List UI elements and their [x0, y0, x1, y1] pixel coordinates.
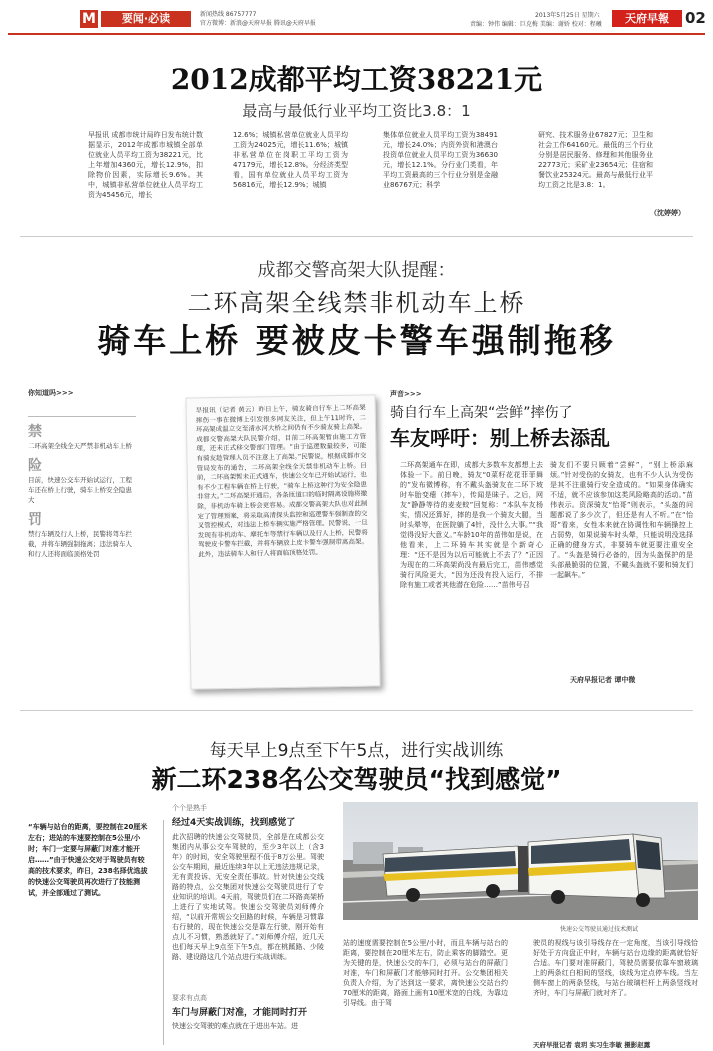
report-body: 早报讯（记者 黄云）昨日上午，骑友骑自行车上二环高架摔伤一事在微博上引发很多网友关注，但上午11时许，二环高架成温立交至清水河大桥之间仍有不少骑友骑上高架。成都交警高架大队民警介绍，目前二环高架暂由施工方管理，还未正式移交警部门管理。“由于巡逻数量较多，可能有骑友趁管理人员不注意上了高架。”民警说，根据成都市交管局发布的通告，二环高架全线全天禁非机动车上桥。目前，二环高架暂未正式通车，快速公交车已开始试运行，也有不少工程车辆在桥上行驶，“骑车上桥这种行为安全隐患非常大。”二环高架开通后，各条匝道口的临时隔离设施将撤除，非机动车骑上桥会更容易。成都交警高架大队也对此制定了管理预案，将采取高清探头监控和巡逻警车强制查的交叉管控模式，对违法上桥车辆实施严格管理。民警说，一旦发现有非机动车、摩托车等禁行车辆以及行人上桥，民警将驾驶皮卡警车拦截，并将车辆放上皮卡警车强制带离高架。此外，违法骑车人和行人将面临顶格处罚。: [195, 403, 369, 559]
official-weibo: 官方微博：新浪@天府早报 腾讯@天府早报: [200, 20, 316, 27]
divider: [20, 710, 693, 711]
editor-credits: 责编：钟伟 编辑：巨克梅 美编：谢娇 校对：程曦: [470, 21, 602, 28]
story1-byline: （沈婷婷）: [650, 209, 685, 217]
story2-kicker: 成都交警高架大队提醒：: [257, 260, 456, 281]
story1-column-1: 早报讯 成都市统计局昨日发布统计数据显示，2012年成都市城镇全部单位就业人员平均工资为38221元，比上年增加4360元，增长12.9%，扣除物价因素，实际增长9.6%。其中，城镇非私营单位就业人员平均工资为45456元，增长: [88, 131, 203, 199]
rule-ban-glyph: 禁: [28, 424, 42, 440]
section-label-1: 个个是熟手: [172, 804, 207, 812]
voices-byline: 天府早报记者 谭中微: [570, 676, 636, 684]
story1-column-3: 集体单位就业人员平均工资为38491元，增长24.0%；内资外资和港澳台投资单位就业人员平均工资为36630元，增长12.1%。分行业门类看，年平均工资最高的三个行业分别是金融业86767元；科学: [383, 131, 498, 189]
section-body-1: 此次招聘的快速公交驾驶员，全部是在成都公交集团内从事公交车驾驶的，至少3年以上（含3年）的时间，安全驾驶里程不低于8万公里。驾驶公交车期间，最近连续3年以上无违法违规记录，无有责投诉、无安全责任事故。针对快速公交线路的特点，公交集团对快速公交驾驶员进行了专业知识的培训。4天前，驾驶员们在二环路高架桥上进行了实地试驾。快速公交驾驶员刘师傅介绍，“以前开常规公交回路的时候，车辆是习惯靠右行驶的，现在快速公交是靠左行驶，刚开始有点儿不习惯，熟悉就好了。”刘师傅介绍，近几天也们每天早上9点至下午5点，都在桃蹊路、少陵路、建设路这几个站点进行实战训练。: [172, 833, 324, 961]
photo-caption: 快速公交驾驶员通过技术测试: [560, 926, 639, 933]
rule-danger-glyph: 险: [28, 458, 42, 474]
voices-headline-2: 车友呼吁：别上桥去添乱: [390, 426, 610, 450]
section-body-2: 快速公交驾驶的难点就在于进出车站。进: [172, 1022, 298, 1030]
brand-logo: 天府早報: [612, 10, 682, 27]
story3-byline: 天府早报记者 袁玥 实习生李敏 摄影赵露: [533, 1041, 651, 1049]
story3-column-2: 驶员的视线与该引导线存在一定角度，当该引导线恰好处于方向盘正中时，车辆与站台边缘的距离就恰好合适。车门要对准屏蔽门，驾驶员需要依靠车窗玻璃上的两条红白相间的竖线，该线为定点停车线。当左侧车窗上的两条竖线，与站台玻璃栏杆上两条竖线对齐时，车门与屏蔽门就对齐了。: [533, 939, 698, 997]
page-number: 02: [685, 9, 706, 27]
bus-photo: [343, 802, 698, 920]
story2-headline-1: 二环高架全线禁非机动车上桥: [187, 289, 526, 317]
story1-subheadline: 最高与最低行业平均工资比3.8：1: [242, 102, 471, 120]
report-paper-card: [185, 394, 380, 689]
voices-headline-1: 骑自行车上高架“尝鲜”摔伤了: [390, 405, 573, 421]
section-heading-1: 经过4天实战训练，找到感觉了: [172, 818, 296, 828]
rule-danger-text: 目前，快速公交车开始试运行，工程车还在桥上行驶，骑车上桥安全隐患大: [28, 476, 132, 504]
story3-headline-1: 每天早上9点至下午5点，进行实战训练: [209, 741, 504, 761]
rule-penalty-text: 禁行车辆及行人上桥，民警将驾车拦截，并将车辆强制拖离；违法骑车人和行人还将面临顶格处罚: [28, 530, 132, 558]
issue-date: 2013年5月25日 星期六: [535, 12, 600, 19]
story1-headline: 2012成都平均工资38221元: [170, 63, 543, 96]
divider: [20, 236, 693, 237]
story3-headline-2: 新二环238名公交驾驶员“找到感觉”: [151, 765, 562, 794]
section-heading-2: 车门与屏蔽门对准，才能同时打开: [172, 1008, 308, 1018]
did-you-know-box: [28, 388, 136, 559]
section-label-2: 要求有点高: [172, 994, 207, 1002]
bus-illustration: [343, 802, 698, 920]
story1-column-2: 12.6%；城镇私营单位就业人员平均工资为24025元，增长11.6%；城镇非私营单位在岗职工平均工资为47179元，增长12.8%。分经济类型看，国有单位就业人员平均工资为56816元，增长12.9%；城镇: [233, 131, 348, 189]
voices-column-1: 二环高架通车在即，成都大多数车友都想上去体验一下。前日晚，骑友“0菜籽花花菲菲舞的”发布微博称，有不戴头盔骑友在二环下坡时车胎变瘪（摔车），传闻是昧子。之后，网友“静静等待的麦麦蛟”回复称：“本队车友杨实，情况还算好，摔的是我一个骑友大腿，当时头晕等，在医院躺了4针，没什么大事。”“我觉得没好大意义。”车龄10年的苗伟如是说，在他看来，上二环骑车其实就是个新奇心理：“还不是因为以后可能就上不去了？”正因为现在的二环高架尚没有最后完工，苗伟感觉骑行风险更大，“因为还没有投入运行，不排除有施工或者其他潜在危险……”苗伟号召: [400, 461, 543, 589]
rule-ban-text: 二环高架全线全天严禁非机动车上桥: [28, 442, 132, 450]
page-header: [0, 0, 713, 34]
section-tab: 要闻·必读: [101, 11, 191, 27]
voices-label: 声音>>>: [390, 390, 422, 398]
voices-column-2: 骑友们不要只顾着“尝鲜”，“别上桥添麻烦。”针对受伤的女骑友，也有不少人认为受伤是其不注重骑行安全造成的。“如果身体确实不适，就不应该参加这类风险略高的活动。”苗伟表示。资深骑友“怡哥”则表示，“头盔的问题都说了多少次了，但还是有人不听。”在“怡哥”看来，女性本来就在协调性和车辆操控上占弱势，如果说骑车时头晕，只能说明没选择正确的健身方式，非要骑车就更要注重安全了。“头盔是骑行必备的，因为头盔保护的是头部最脆弱的位置，不戴头盔就不要和骑友们一起飙车。”: [550, 461, 693, 579]
did-you-know-label: 你知道吗>>>: [28, 389, 74, 397]
story2-headline-2: 骑车上桥 要被皮卡警车强制拖移: [97, 321, 616, 360]
column-rule: [163, 820, 164, 1045]
story1-column-4: 研究、技术服务业67827元；卫生和社会工作64160元。最低的三个行业分别是居民服务、修理和其他服务业22773元；采矿业23654元；住宿和餐饮业25324元。最高与最低行业平均工资之比是3.8：1。: [538, 131, 653, 189]
story3-column-1: 站的速度需要控制在5公里/小时，而且车辆与站台的距离，要控制在20厘米左右，防止乘客的脚踏空。更为关键的是，快速公交的车门，必须与站台的屏蔽门对准，车门和屏蔽门才能够同时打开。公交集团相关负责人介绍，为了达到这一要求，离快速公交站台约70厘米的距离，路面上画有10厘米宽的白线，为靠边引导线。由于驾: [343, 939, 508, 1007]
logo-icon: M: [80, 10, 98, 28]
header-rule: [8, 33, 705, 35]
story3-lead-quote: “车辆与站台的距离，要控制在20厘米左右；进站的车速要控制在5公里/小时；车门一定要与屏蔽门对准才能开启……”由于快速公交对于驾驶员有较高的技术要求，昨日，238名择优选拔的快速公交驾驶员再次进行了技能测试，并全部通过了测试。: [28, 823, 148, 897]
rule-penalty-glyph: 罚: [28, 512, 42, 528]
news-hotline: 新闻热线 86757777: [200, 11, 257, 18]
